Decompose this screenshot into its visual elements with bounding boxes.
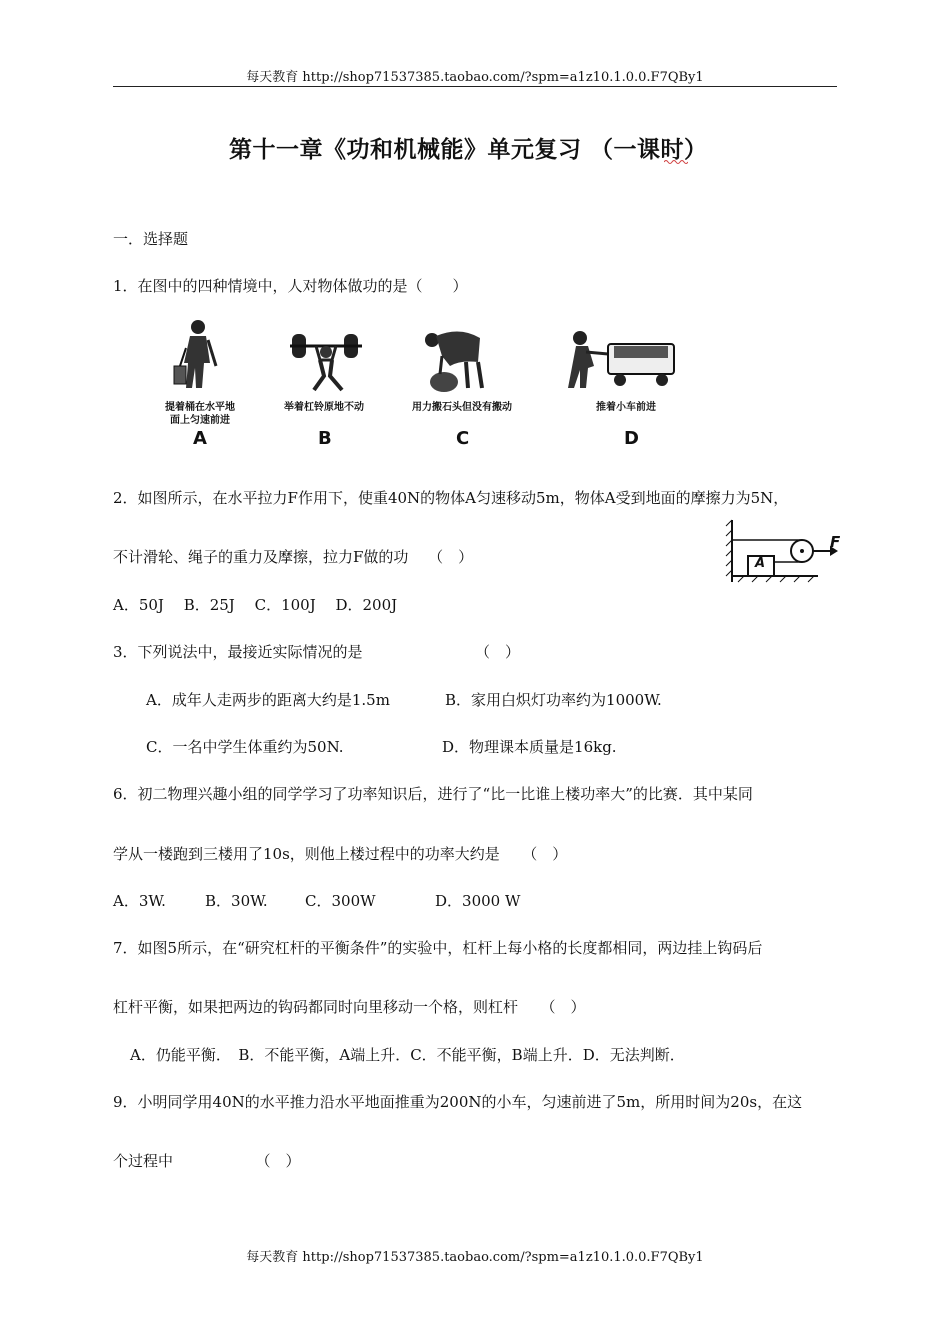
- question-3-option-c: C．一名中学生体重约为50N.: [146, 738, 344, 756]
- question-3-option-a: A．成年人走两步的距离大约是1.5m: [146, 691, 390, 709]
- question-2-stem-line1: 2．如图所示，在水平拉力F作用下，使重40N的物体A匀速移动5m，物体A受到地面的摩擦力为5N，: [113, 489, 789, 507]
- figure-a-caption-line2: 面上匀速前进: [170, 415, 230, 426]
- question-9-stem-line1: 9．小明同学用40N的水平推力沿水平地面推重为200N的小车，匀速前进了5m，所用时间为20s，在这: [113, 1093, 803, 1111]
- question-9-stem-line2: 个过程中 （ ）: [113, 1152, 301, 1170]
- page-footer: 每天教育 http://shop71537385.taobao.com/?spm=a1z10.1.0.0.F7QBy1: [246, 1250, 704, 1265]
- figure-c-caption: 用力搬石头但没有搬动: [412, 402, 512, 413]
- question-6-stem-line2: 学从一楼跑到三楼用了10s，则他上楼过程中的功率大约是 （ ）: [113, 845, 568, 863]
- question-7-stem-line1: 7．如图5所示，在“研究杠杆的平衡条件”的实验中，杠杆上每小格的长度都相同，两边挂上钩码后: [113, 939, 763, 957]
- question-3-option-d: D．物理课本质量是16kg.: [442, 738, 617, 756]
- question-6-option-a: A．3W.: [113, 892, 166, 910]
- pulley-diagram-icon: [718, 512, 848, 588]
- question-7-stem-line2: 杠杆平衡，如果把两边的钩码都同时向里移动一个格，则杠杆 （ ）: [113, 998, 586, 1016]
- figure-c-letter: C: [456, 428, 470, 449]
- page-title: 第十一章《功和机械能》单元复习 （一课时）: [229, 137, 708, 163]
- figure-d-cart-icon: [564, 328, 684, 394]
- figure-c-stone-icon: [420, 326, 500, 396]
- question-6-option-c: C．300W: [305, 892, 376, 910]
- question-1-stem: 1．在图中的四种情境中，人对物体做功的是（ ）: [113, 277, 468, 295]
- question-3-option-b: B．家用白炽灯功率约为1000W.: [445, 691, 662, 709]
- question-7-options: A．仍能平衡． B．不能平衡，A端上升．C．不能平衡，B端上升．D．无法判断．: [130, 1046, 685, 1064]
- question-6-option-b: B．30W.: [205, 892, 268, 910]
- section-heading: 一．选择题: [113, 230, 189, 248]
- question-6-stem-line1: 6．初二物理兴趣小组的同学学习了功率知识后，进行了“比一比谁上楼功率大”的比赛．其中某同: [113, 785, 753, 803]
- figure-b-caption: 举着杠铃原地不动: [284, 402, 364, 413]
- page-header: 每天教育 http://shop71537385.taobao.com/?spm=a1z10.1.0.0.F7QBy1: [246, 70, 704, 85]
- pulley-block-label: A: [755, 556, 766, 571]
- figure-a-letter: A: [193, 428, 207, 449]
- figure-b-barbell-icon: [286, 324, 366, 394]
- question-6-option-d: D．3000 W: [435, 892, 521, 910]
- figure-a-caption-line1: 提着桶在水平地: [165, 402, 235, 413]
- figure-a-carry-bucket-icon: [168, 318, 228, 396]
- pulley-force-label: F: [830, 533, 841, 551]
- question-2-stem-line2: 不计滑轮、绳子的重力及摩擦，拉力F做的功 （ ）: [113, 548, 474, 566]
- figure-b-letter: B: [318, 428, 332, 449]
- figure-d-letter: D: [624, 428, 639, 449]
- header-rule: [113, 86, 837, 87]
- question-3-stem: 3．下列说法中，最接近实际情况的是 （ ）: [113, 643, 521, 661]
- question-2-options: A．50J B．25J C．100J D．200J: [113, 596, 398, 614]
- figure-d-caption: 推着小车前进: [596, 402, 656, 413]
- title-squiggle: [664, 159, 688, 165]
